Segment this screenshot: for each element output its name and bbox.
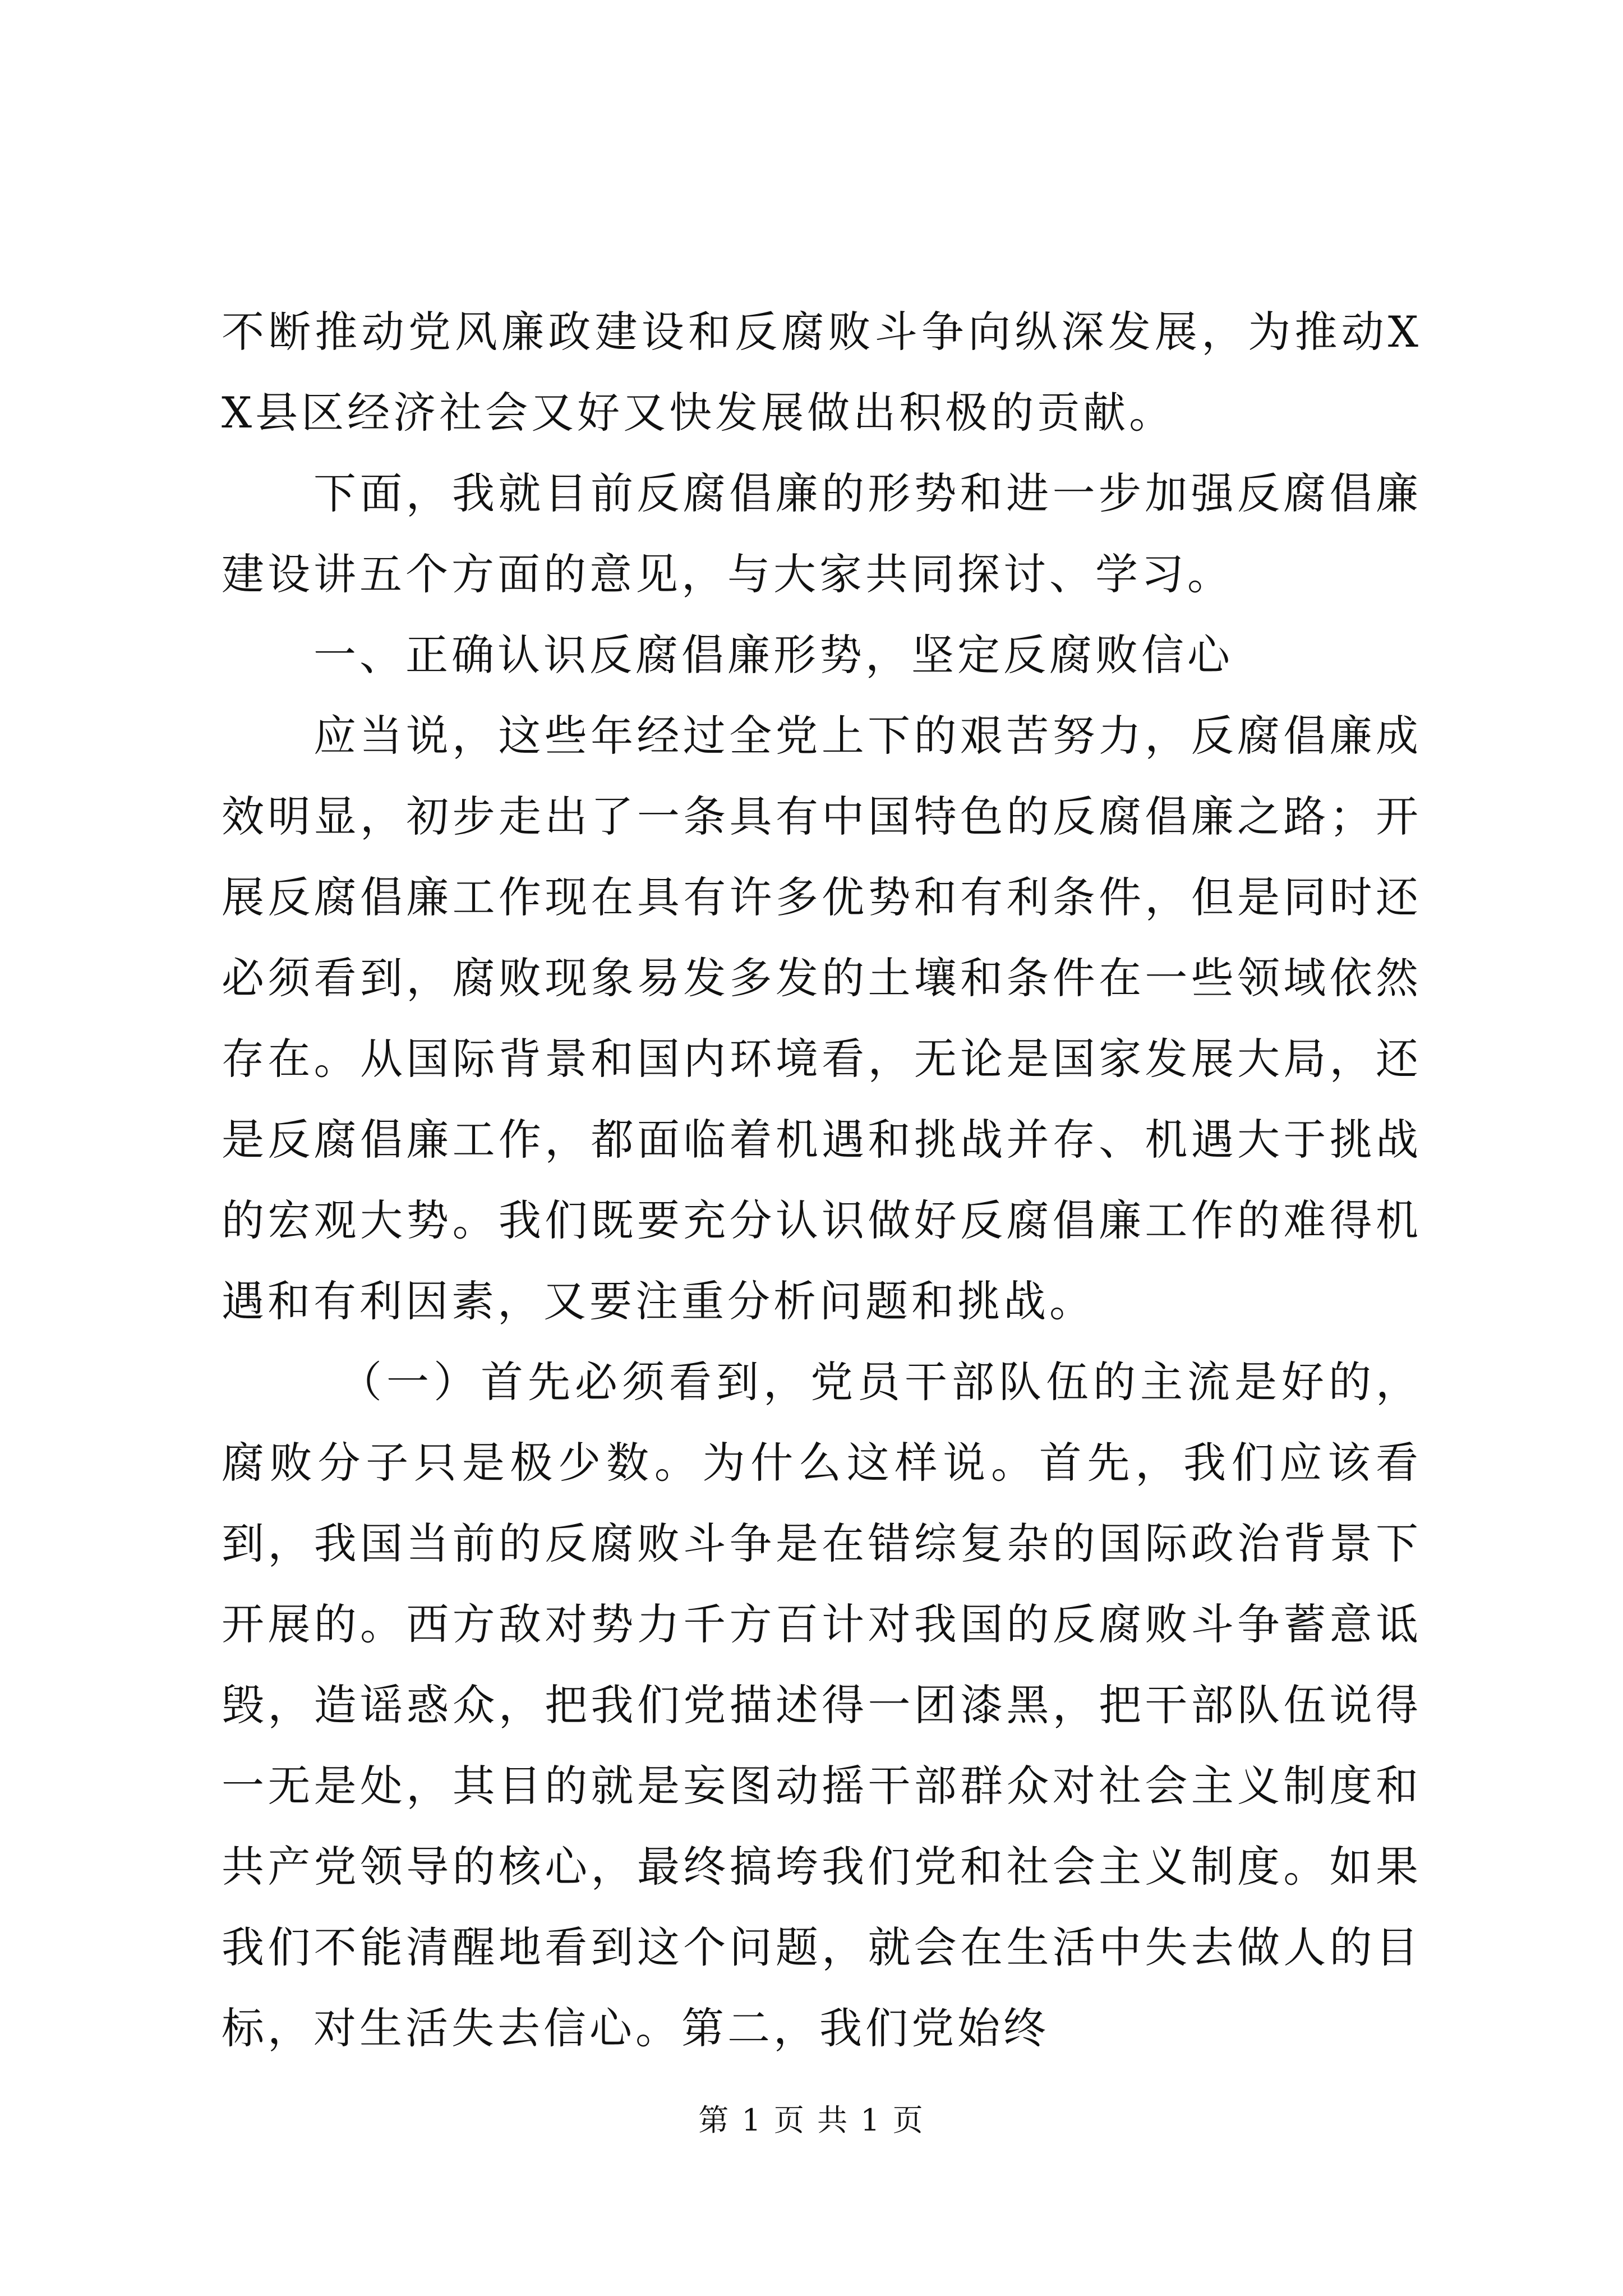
- section-heading: 一、正确认识反腐倡廉形势，坚定反腐败信心: [313, 630, 1233, 680]
- paragraph-subpoint-one: （一）首先必须看到，党员干部队伍的主流是好的，腐败分子只是极少数。为什么这样说。首先，我们应该看到，我国当前的反腐败斗争是在错综复杂的国际政治背景下开展的。西方敌对势力千方百计对我国的反腐败斗争蓄意诋毁，造谣惑众，把我们党描述得一团漆黑，把干部队伍说得一无是处，其目的就是妄图动摇干部群众对社会主义制度和共产党领导的核心，最终搞垮我们党和社会主义制度。如果我们不能清醒地看到这个问题，就会在生活中失去做人的目标，对生活失去信心。第二，我们党始终: [222, 1357, 1422, 2053]
- document-body: [222, 292, 1422, 2069]
- page-footer: 第 1 页 共 1 页: [698, 2102, 925, 2138]
- paragraph-situation: 应当说，这些年经过全党上下的艰苦努力，反腐倡廉成效明显，初步走出了一条具有中国特色的反腐倡廉之路；开展反腐倡廉工作现在具有许多优势和有利条件，但是同时还必须看到，腐败现象易发多发的土壤和条件在一些领域依然存在。从国际背景和国内环境看，无论是国家发展大局，还是反腐倡廉工作，都面临着机遇和挑战并存、机遇大于挑战的宏观大势。我们既要充分认识做好反腐倡廉工作的难得机遇和有利因素，又要注重分析问题和挑战。: [222, 711, 1422, 1326]
- paragraph-continuation: 不断推动党风廉政建设和反腐败斗争向纵深发展，为推动XX县区经济社会又好又快发展做出积极的贡献。: [222, 307, 1422, 438]
- paragraph-intro: 下面，我就目前反腐倡廉的形势和进一步加强反腐倡廉建设讲五个方面的意见，与大家共同探讨、学习。: [222, 468, 1422, 599]
